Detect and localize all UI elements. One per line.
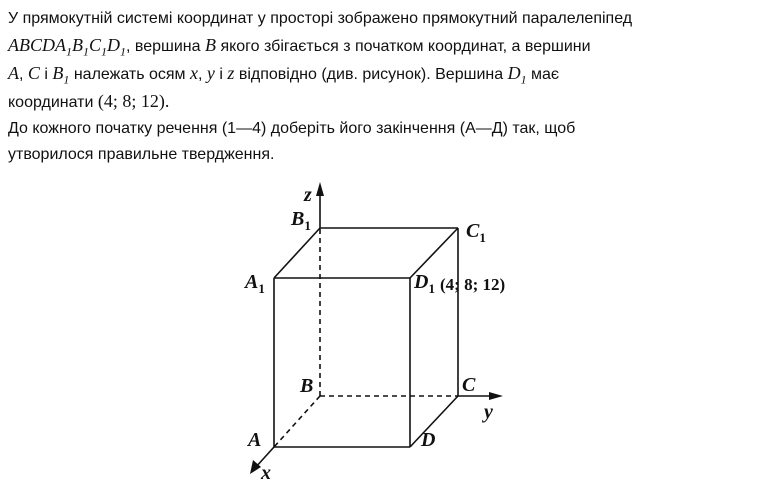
y-arrow-icon bbox=[489, 392, 503, 400]
vertex-D: D bbox=[421, 429, 436, 451]
vertex-A: A bbox=[248, 429, 262, 451]
box-name: $ABCDA_1B_1C_1D_1$ bbox=[8, 35, 127, 59]
problem-line-1: У прямокутній системі координат у просторі зображено прямокутний паралелепіпед bbox=[8, 10, 633, 27]
edge-BA bbox=[274, 396, 320, 447]
axis-label-y: y bbox=[484, 401, 493, 423]
problem-line-3: A, C і $B_1$ належать осям x, y і z відповідно (див. рисунок). Вершина $D_1$ має bbox=[8, 63, 560, 87]
axis-label-z: z bbox=[304, 184, 312, 206]
vertex-D1-coordinates: (4; 8; 12) bbox=[440, 275, 506, 294]
z-arrow-icon bbox=[316, 182, 324, 196]
vertex-B: B bbox=[300, 375, 314, 397]
problem-line-4: координати (4; 8; 12). bbox=[8, 91, 170, 111]
problem-line-2: $ABCDA_1B_1C_1D_1$, вершина B якого збігається з початком координат, а вершини bbox=[8, 35, 591, 59]
vertex-A1: $A_1$ bbox=[245, 271, 265, 296]
vertex-B1: $B_1$ bbox=[291, 208, 311, 233]
axis-label-x: x bbox=[261, 462, 271, 484]
edge-A1B1 bbox=[274, 228, 320, 278]
vertex-C: C bbox=[462, 374, 476, 396]
task-line-2: утворилося правильне твердження. bbox=[8, 146, 275, 163]
vertex-C1: $C_1$ bbox=[466, 220, 486, 245]
vertex-D1: $D_1$ bbox=[414, 271, 435, 296]
task-line-1: До кожного початку речення (1—4) доберіть його закінчення (А—Д) так, щоб bbox=[8, 120, 576, 137]
d1-coordinates: (4; 8; 12). bbox=[97, 91, 170, 111]
